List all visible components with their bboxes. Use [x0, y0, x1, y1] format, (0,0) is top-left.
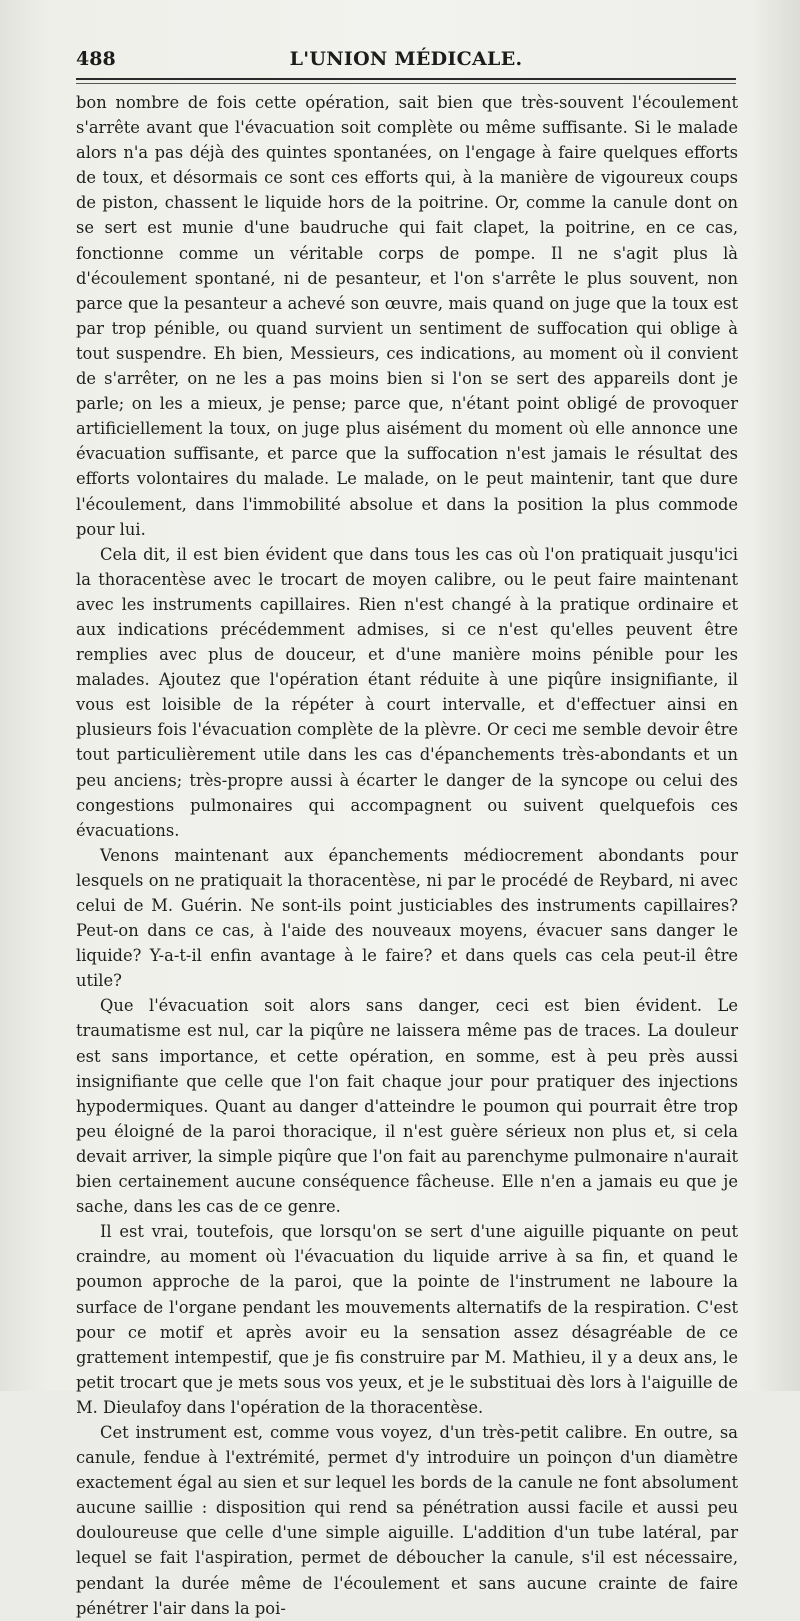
page-number: 488 — [76, 48, 116, 70]
paragraph: Que l'évacuation soit alors sans danger, ceci est bien évident. Le traumatisme est nul, car la piqûre ne laissera même pas de traces. La douleur est sans importance, et cette opération, en somme, est à peu près aussi insignifiante que celle que l'on fait chaque jour pour pratiquer des injections hypodermiques. Quant au danger d'atteindre le poumon qui pourrait être trop peu éloigné de la paroi thoracique, il n'est guère sérieux non plus et, si cela devait arriver, la simple piqûre que l'on fait au parenchyme pulmonaire n'aurait bien certainement aucune conséquence fâcheuse. Elle n'en a jamais eu que je sache, dans les cas de ce genre. — [76, 996, 738, 1217]
header-rule — [76, 78, 736, 80]
paragraph: Cela dit, il est bien évident que dans tous les cas où l'on pratiquait jusqu'ici la thoracentèse avec le trocart de moyen calibre, ou le peut faire maintenant avec les instruments capillaires. Rien n'est changé à la pratique ordinaire et aux indications précédemment admises, si ce n'est qu'elles peuvent être remplies avec plus de douceur, et d'une manière moins pénible pour les malades. Ajoutez que l'opération étant réduite à une piqûre insignifiante, il vous est loisible de la répéter à court intervalle, et d'effectuer ainsi en plusieurs fois l'évacuation complète de la plèvre. Or ceci me semble devoir être tout particulièrement utile dans les cas d'épanchements très-abondants et un peu anciens; très-propre aussi à écarter le danger de la syncope ou celui des congestions pulmonaires qui accompagnent ou suivent quelquefois ces évacuations. — [76, 544, 738, 840]
article-body — [76, 90, 738, 1621]
journal-title: L'UNION MÉDICALE. — [289, 48, 523, 70]
paragraph: Venons maintenant aux épanchements médiocrement abondants pour lesquels on ne pratiquait la thoracentèse, ni par le procédé de Reybard, ni avec celui de M. Guérin. Ne sont-ils point justiciables des instruments capillaires? Peut-on dans ce cas, à l'aide des nouveaux moyens, évacuer sans danger le liquide? Y-a-t-il enfin avantage à le faire? et dans quels cas cela peut-il être utile? — [76, 845, 738, 991]
page-header — [76, 44, 736, 76]
header-rule-thin — [76, 83, 736, 84]
paragraph: Il est vrai, toutefois, que lorsqu'on se sert d'une aiguille piquante on peut craindre, au moment où l'évacuation du liquide arrive à sa fin, et quand le poumon approche de la paroi, que la pointe de l'instrument ne laboure la surface de l'organe pendant les mouvements alternatifs de la respiration. C'est pour ce motif et après avoir eu la sensation assez désagréable de ce grattement intempestif, que je fis construire par M. Mathieu, il y a deux ans, le petit trocart que je mets sous vos yeux, et je le substituai dès lors à l'aiguille de M. Dieulafoy dans l'opération de la thoracentèse. — [76, 1222, 738, 1417]
paragraph-continuation: bon nombre de fois cette opération, sait bien que très-souvent l'écoulement s'arrête avant que l'évacuation soit complète ou même suffisante. Si le malade alors n'a pas déjà des quintes spontanées, on l'engage à faire quelques efforts de toux, et désormais ce sont ces efforts qui, à la manière de vigoureux coups de piston, chassent le liquide hors de la poitrine. Or, comme la canule dont on se sert est munie d'une baudruche qui fait clapet, la poitrine, en ce cas, fonctionne comme un véritable corps de pompe. Il ne s'agit plus là d'écoulement spontané, ni de pesanteur, et l'on s'arrête le plus souvent, non parce que la pesanteur a achevé son œuvre, mais quand on juge que la toux est par trop pénible, ou quand survient un sentiment de suffocation qui oblige à tout suspendre. Eh bien, Messieurs, ces indications, au moment où il convient de s'arrêter, on ne les a pas moins bien si l'on se sert des appareils dont je parle; on les a mieux, je pense; parce que, n'étant point obligé de provoquer artificiellement la toux, on juge plus aisément du moment où elle annonce une évacuation suffisante, et parce que la suffocation n'est jamais le résultat des efforts volontaires du malade. Le malade, on le peut maintenir, tant que dure l'écoulement, dans l'immobilité absolue et dans la position la plus commode pour lui. — [76, 93, 738, 539]
paragraph: Cet instrument est, comme vous voyez, d'un très-petit calibre. En outre, sa canule, fendue à l'extrémité, permet d'y introduire un poinçon d'un diamètre exactement égal au sien et sur lequel les bords de la canule ne font absolument aucune saillie : disposition qui rend sa pénétration aussi facile et aussi peu douloureuse que celle d'une simple aiguille. L'addition d'un tube latéral, par lequel se fait l'aspiration, permet de déboucher la canule, s'il est nécessaire, pendant la durée même de l'écoulement et sans aucune crainte de faire pénétrer l'air dans la poi- — [76, 1422, 738, 1618]
